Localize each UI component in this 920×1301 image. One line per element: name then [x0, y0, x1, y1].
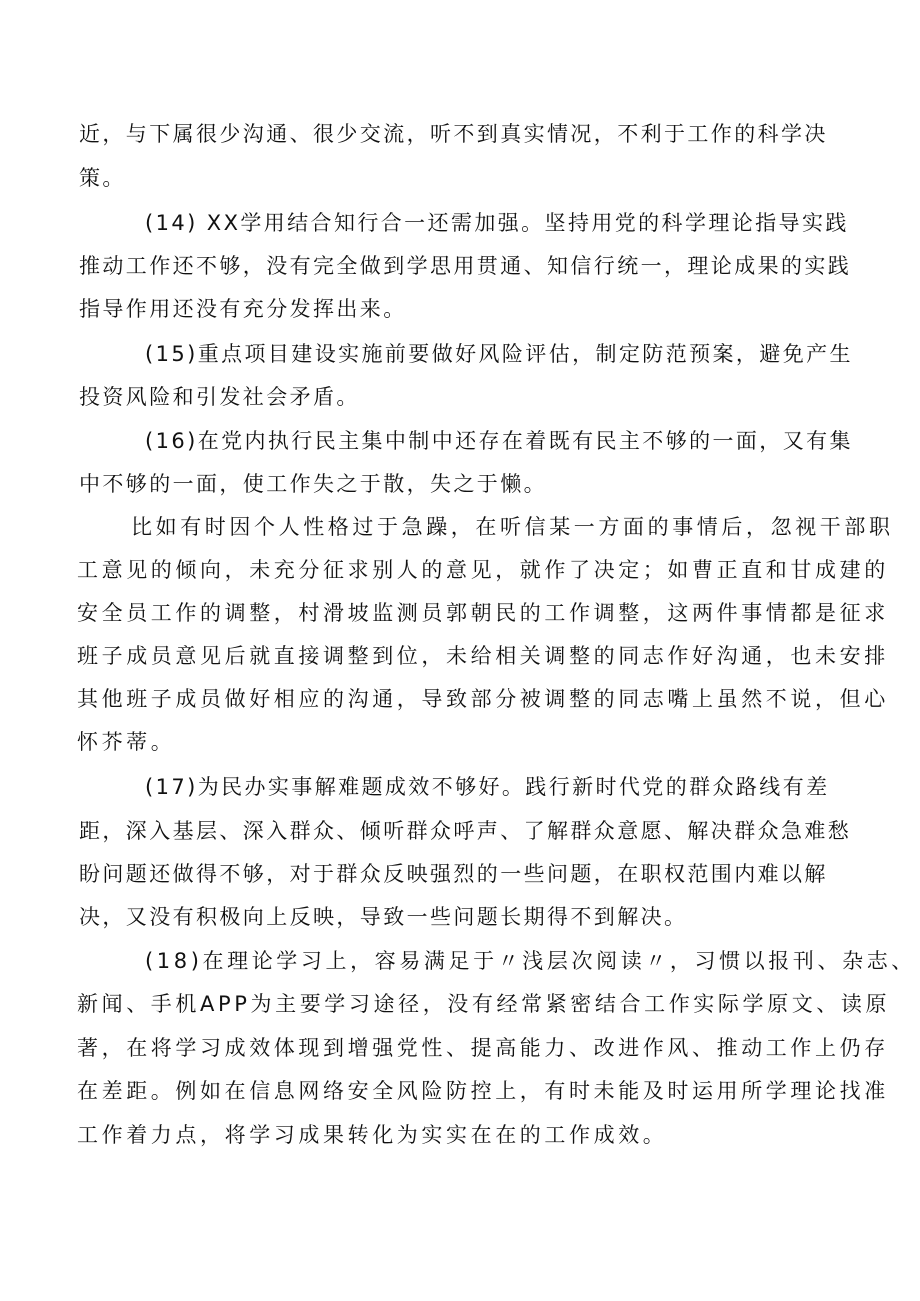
text-line: (16)在党内执行民主集中制中还存在着既有民主不够的一面，又有集	[145, 429, 853, 453]
text-line: 决，又没有积极向上反映，导致一些问题长期得不到解决。	[79, 905, 688, 929]
text-line: 盼问题还做得不够，对于群众反映强烈的一些问题，在职权范围内难以解	[79, 862, 828, 886]
text-line: (17)为民办实事解难题成效不够好。践行新时代党的群众路线有差	[145, 775, 830, 799]
text-line: 距，深入基层、深入群众、倾听群众呼声、了解群众意愿、解决群众急难愁	[79, 819, 852, 843]
text-line: (14) XX学用结合知行合一还需加强。坚持用党的科学理论指导实践	[145, 211, 849, 235]
text-line: 怀芥蒂。	[77, 730, 176, 754]
text-line: 指导作用还没有充分发挥出来。	[79, 297, 407, 321]
text-line: 班子成员意见后就直接调整到位，未给相关调整的同志作好沟通，也未安排	[77, 644, 889, 668]
text-line: 在差距。例如在信息网络安全风险防控上，有时未能及时运用所学理论找准	[77, 1079, 889, 1103]
text-line: 中不够的一面，使工作失之于散，失之于懒。	[79, 472, 547, 496]
text-line: (18)在理论学习上，容易满足于〃浅层次阅读〃，习惯以报刊、杂志、	[145, 949, 916, 973]
text-line: 推动工作还不够，没有完全做到学思用贯通、知信行统一，理论成果的实践	[79, 254, 852, 278]
text-line: 比如有时因个人性格过于急躁，在听信某一方面的事情后，忽视干部职	[131, 515, 894, 539]
text-line: 近，与下属很少沟通、很少交流，听不到真实情况，不利于工作的科学决	[79, 122, 828, 146]
text-line: 投资风险和引发社会矛盾。	[79, 385, 360, 409]
text-line: 新闻、手机APP为主要学习途径，没有经常紧密结合工作实际学原文、读原	[77, 992, 891, 1016]
text-line: 著，在将学习成效体现到增强党性、提高能力、改进作风、推动工作上仍存	[77, 1036, 889, 1060]
text-line: 安全员工作的调整，村滑坡监测员郭朝民的工作调整，这两件事情都是征求	[77, 601, 889, 625]
text-line: 其他班子成员做好相应的沟通，导致部分被调整的同志嘴上虽然不说，但心	[77, 687, 889, 711]
text-line: 策。	[79, 166, 126, 190]
text-line: 工意见的倾向，未充分征求别人的意见，就作了决定；如曹正直和甘成建的	[77, 558, 889, 582]
text-line: (15)重点项目建设实施前要做好风险评估，制定防范预案，避免产生	[145, 342, 853, 366]
text-line: 工作着力点，将学习成果转化为实实在在的工作成效。	[77, 1123, 668, 1147]
